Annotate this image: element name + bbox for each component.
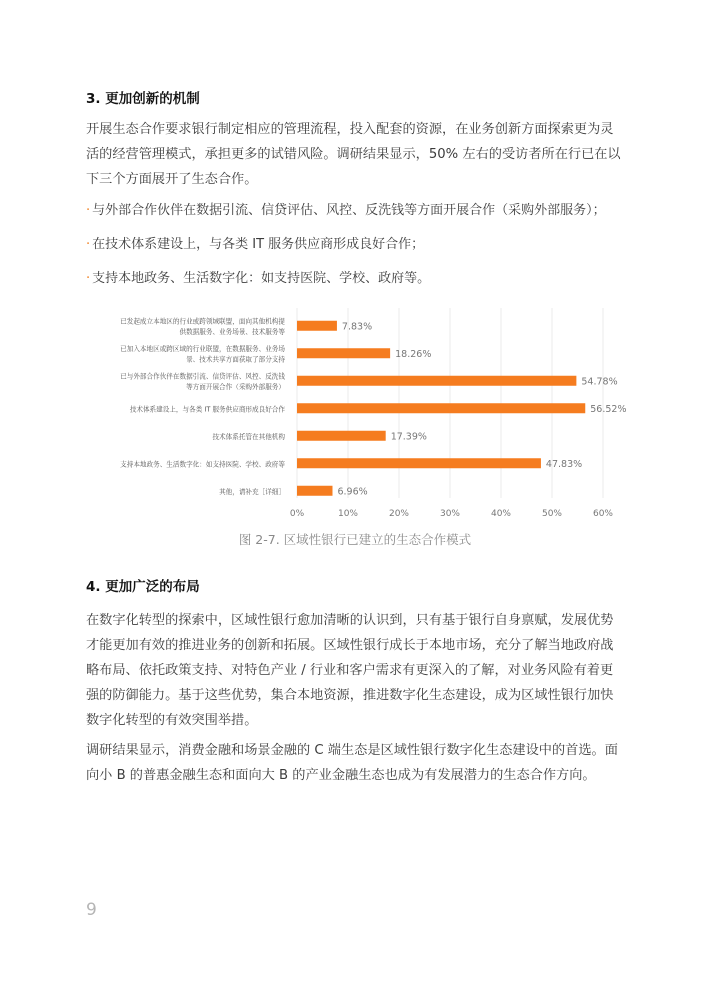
paragraph-line: 强的防御能力。基于这些优势，集合本地资源，推进数字化生态建设，成为区域性银行加快 [86, 688, 614, 703]
x-tick-label: 30% [439, 509, 461, 519]
bar [297, 486, 332, 496]
bar-value-label: 6.96% [337, 486, 368, 498]
category-label: 等方面开展合作（采购外部服务） [186, 383, 285, 391]
bullet-text: 与外部合作伙伴在数据引流、信贷评估、风控、反洗钱等方面开展合作（采购外部服务）； [92, 203, 606, 218]
paragraph-line: 向小 B 的普惠金融生态和面向大 B 的产业金融生态也成为有发展潜力的生态合作方向。 [86, 768, 596, 783]
bullet-dot: · [86, 271, 91, 286]
bar-value-label: 7.83% [341, 321, 373, 333]
list-item [86, 235, 646, 269]
x-tick-label: 0% [289, 509, 305, 519]
x-tick-label: 10% [337, 509, 359, 519]
paragraph-line: 在数字化转型的探索中，区域性银行愈加清晰的认识到，只有基于银行自身禀赋，发展优势 [86, 613, 614, 628]
paragraph-line: 调研结果显示，消费金融和场景金融的 C 端生态是区域性银行数字化生态建设中的首选。面 [86, 743, 618, 758]
bullet-list [86, 201, 646, 303]
paragraph-line: 才能更加有效的推进业务的创新和拓展。区域性银行成长于本地市场，充分了解当地政府战 [86, 638, 614, 653]
paragraph-line: 开展生态合作要求银行制定相应的管理流程，投入配套的资源，在业务创新方面探索更为灵 [86, 122, 614, 137]
section-3-paragraph [86, 117, 634, 192]
page-number: 9 [86, 900, 97, 920]
bullet-text: 支持本地政务、生活数字化：如支持医院、学校、政府等。 [92, 271, 431, 286]
bar-value-label: 56.52% [590, 403, 627, 415]
paragraph-line: 活的经营管理模式，承担更多的试错风险。调研结果显示，50% 左右的受访者所在行已在以 [86, 147, 621, 162]
list-item [86, 269, 646, 303]
bar-chart [80, 304, 627, 526]
category-label: 其他，请补充［详细］ [219, 487, 285, 496]
category-label: 已与外部合作伙伴在数据引流、信贷评估、风控、反洗钱 [120, 372, 285, 381]
x-tick-label: 20% [388, 509, 410, 519]
bar [297, 431, 386, 441]
category-label: 供数据服务、业务场景、技术服务等 [179, 328, 285, 336]
bar-value-label: 18.26% [395, 348, 432, 360]
paragraph-line: 略布局、依托政策支持、对特色产业 / 行业和客户需求有更深入的了解，对业务风险有着更 [86, 663, 614, 678]
bar [297, 321, 337, 331]
list-item [86, 201, 646, 235]
bar-value-label: 17.39% [390, 431, 427, 443]
category-label: 技术体系托管在其他机构 [212, 432, 285, 441]
bar [297, 403, 585, 413]
x-tick-label: 50% [541, 509, 563, 519]
category-label: 已加入本地区或跨区域的行业联盟，在数据服务、业务场 [120, 345, 285, 353]
section-4-paragraph-2 [86, 738, 634, 788]
x-tick-label: 60% [592, 509, 614, 519]
category-label: 景、技术共享方面获取了部分支持 [186, 355, 285, 364]
section-3-title: 3. 更加创新的机制 [86, 91, 200, 107]
bar [297, 348, 390, 358]
category-label: 支持本地政务、生活数字化：如支持医院、学校、政府等 [120, 460, 285, 469]
category-label: 已发起成立本地区的行业或跨领域联盟，面向其他机构提 [120, 317, 285, 326]
paragraph-line: 数字化转型的有效突围举措。 [86, 713, 258, 728]
x-tick-label: 40% [490, 509, 512, 519]
bullet-text: 在技术体系建设上，与各类 IT 服务供应商形成良好合作； [92, 237, 425, 252]
section-4-paragraph-1 [86, 608, 634, 733]
figure-caption: 图 2-7. 区域性银行已建立的生态合作模式 [238, 532, 472, 547]
bar-value-label: 54.78% [581, 376, 618, 388]
bullet-dot: · [86, 237, 91, 252]
section-4-title: 4. 更加广泛的布局 [86, 579, 200, 595]
bar [297, 376, 576, 386]
bar-value-label: 47.83% [545, 458, 583, 470]
category-label: 技术体系建设上，与各类 IT 服务供应商形成良好合作 [129, 405, 285, 414]
bullet-dot: · [86, 203, 91, 218]
paragraph-line: 下三个方面展开了生态合作。 [86, 172, 258, 187]
bar [297, 458, 541, 468]
